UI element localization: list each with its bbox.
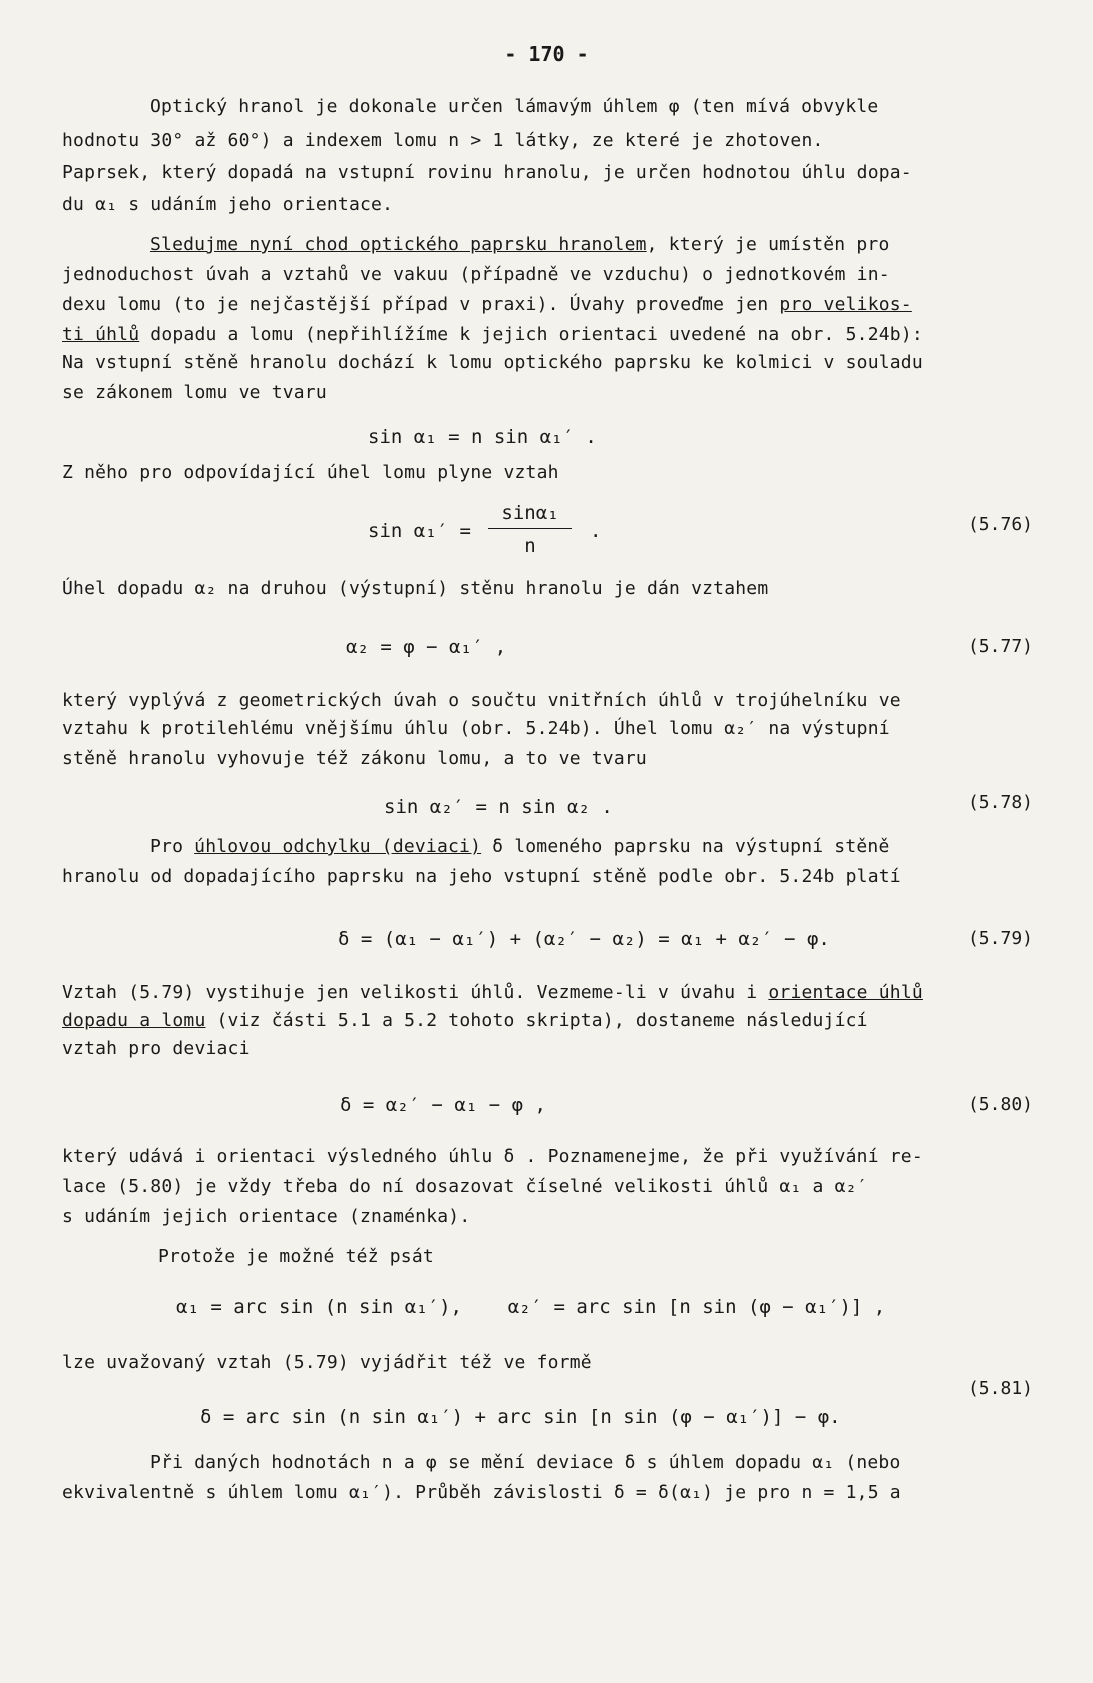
text-line: vztah pro deviaci	[62, 1038, 250, 1059]
equation-5-77: α₂ = φ − α₁′ ,	[346, 636, 507, 658]
equation-5-79: δ = (α₁ − α₁′) + (α₂′ − α₂) = α₁ + α₂′ − φ.	[338, 928, 830, 950]
equation-number: (5.78)	[967, 792, 1033, 813]
text-line	[150, 836, 1033, 858]
text-line: který udává i orientaci výsledného úhlu δ . Poznamenejme, že při využívání re-	[62, 1146, 923, 1167]
equation-number: (5.79)	[967, 928, 1033, 949]
text-line	[62, 982, 1033, 1004]
equation-number: (5.77)	[967, 636, 1033, 657]
text-span: δ lomeného paprsku na výstupní stěně	[481, 836, 890, 857]
page-number: - 170 -	[504, 42, 589, 66]
text-line: Z něho pro odpovídající úhel lomu plyne vztah	[62, 462, 559, 483]
text-line: hranolu od dopadajícího paprsku na jeho vstupní stěně podle obr. 5.24b platí	[62, 866, 901, 887]
text-line	[150, 234, 1033, 256]
text-span: , který je umístěn pro	[646, 234, 890, 255]
equation-number: (5.76)	[967, 514, 1033, 535]
text-line	[62, 324, 1033, 346]
text-line: Paprsek, který dopadá na vstupní rovinu hranolu, je určen hodnotou úhlu dopa-	[62, 162, 912, 183]
underlined-text: úhlovou odchylku (deviaci)	[194, 836, 482, 857]
equation-5-78: sin α₂′ = n sin α₂ .	[384, 796, 613, 818]
text-line: du α₁ s udáním jeho orientace.	[62, 194, 394, 215]
text-line: s udáním jejich orientace (znaménka).	[62, 1206, 471, 1227]
fraction-denominator: n	[524, 535, 536, 557]
equation-lhs: sin α₁′ =	[368, 520, 471, 542]
underlined-text: dopadu a lomu	[62, 1010, 206, 1031]
equation-number: (5.81)	[967, 1378, 1033, 1399]
text-span: (viz části 5.1 a 5.2 tohoto skripta), dostaneme následující	[205, 1010, 868, 1031]
text-span: Vztah (5.79) vystihuje jen velikosti úhlů. Vezmeme-li v úvahu i	[62, 982, 769, 1003]
text-span: Pro	[150, 836, 195, 857]
equation-5-80: δ = α₂′ − α₁ − φ ,	[340, 1094, 546, 1116]
text-line: se zákonem lomu ve tvaru	[62, 382, 327, 403]
text-line: jednoduchost úvah a vztahů ve vakuu (případně ve vzduchu) o jednotkovém in-	[62, 264, 890, 285]
text-line: hodnotu 30° až 60°) a indexem lomu n > 1 látky, ze které je zhotoven.	[62, 130, 824, 151]
equation-arcsin: α₁ = arc sin (n sin α₁′), α₂′ = arc sin [n sin (φ − α₁′)] ,	[176, 1296, 886, 1318]
text-line: Protože je možné též psát	[158, 1246, 434, 1267]
text-line: Optický hranol je dokonale určen lámavým úhlem φ (ten mívá obvykle	[150, 96, 879, 117]
text-line: ekvivalentně s úhlem lomu α₁′). Průběh závislosti δ = δ(α₁) je pro n = 1,5 a	[62, 1482, 901, 1503]
equation-number: (5.80)	[967, 1094, 1033, 1115]
text-span: dexu lomu (to je nejčastější případ v praxi). Úvahy proveďme jen	[62, 294, 780, 315]
equation-snell: sin α₁ = n sin α₁′ .	[368, 426, 597, 448]
underlined-text: orientace úhlů	[768, 982, 923, 1003]
equation-tail: .	[590, 520, 602, 542]
fraction-numerator: sinα₁	[488, 502, 572, 529]
text-line	[62, 1010, 1033, 1032]
text-line	[62, 294, 1033, 316]
text-line: vztahu k protilehlému vnějšímu úhlu (obr. 5.24b). Úhel lomu α₂′ na výstupní	[62, 718, 890, 739]
equation-5-81: δ = arc sin (n sin α₁′) + arc sin [n sin (φ − α₁′)] − φ.	[200, 1406, 841, 1428]
underlined-text: Sledujme nyní chod optického paprsku hranolem	[150, 234, 647, 255]
text-line: stěně hranolu vyhovuje též zákonu lomu, a to ve tvaru	[62, 748, 647, 769]
underlined-text: pro velikos-	[779, 294, 912, 315]
text-line: lze uvažovaný vztah (5.79) vyjádřit též ve formě	[62, 1352, 592, 1373]
text-line: Na vstupní stěně hranolu dochází k lomu optického paprsku ke kolmici v souladu	[62, 352, 923, 373]
underlined-text: ti úhlů	[62, 324, 140, 345]
text-line: Při daných hodnotách n a φ se mění deviace δ s úhlem dopadu α₁ (nebo	[150, 1452, 901, 1473]
text-line: který vyplývá z geometrických úvah o součtu vnitřních úhlů v trojúhelníku ve	[62, 690, 901, 711]
text-line: Úhel dopadu α₂ na druhou (výstupní) stěnu hranolu je dán vztahem	[62, 578, 769, 599]
text-line: lace (5.80) je vždy třeba do ní dosazovat číselné velikosti úhlů α₁ a α₂′	[62, 1176, 868, 1197]
text-span: dopadu a lomu (nepřihlížíme k jejich orientaci uvedené na obr. 5.24b):	[139, 324, 923, 345]
fraction	[488, 502, 572, 557]
